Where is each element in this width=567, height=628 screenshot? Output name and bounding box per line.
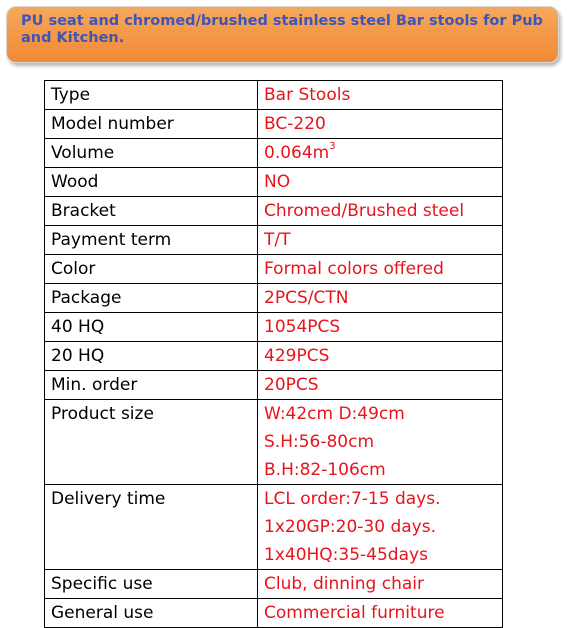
spec-value-bracket: Chromed/Brushed steel xyxy=(258,197,503,226)
product-size-line: W:42cm D:49cm xyxy=(264,404,405,424)
table-row xyxy=(45,110,503,139)
table-row xyxy=(45,485,503,570)
spec-label-product-size: Product size xyxy=(45,400,258,485)
table-row xyxy=(45,342,503,371)
table-row xyxy=(45,139,503,168)
banner-title: PU seat and chromed/brushed stainless steel Bar stools for Pub and Kitchen. xyxy=(21,13,543,46)
table-row xyxy=(45,226,503,255)
spec-value-delivery-time xyxy=(258,485,503,570)
spec-value-payment-term: T/T xyxy=(258,226,503,255)
spec-value-volume xyxy=(258,139,503,168)
table-row xyxy=(45,81,503,110)
product-banner xyxy=(6,6,559,63)
delivery-time-line: 1x40HQ:35-45days xyxy=(264,545,428,565)
spec-label-wood: Wood xyxy=(45,168,258,197)
table-row xyxy=(45,255,503,284)
table-row xyxy=(45,371,503,400)
spec-table xyxy=(44,80,503,628)
table-row xyxy=(45,599,503,628)
spec-label-model-number: Model number xyxy=(45,110,258,139)
spec-label-volume: Volume xyxy=(45,139,258,168)
delivery-time-line: 1x20GP:20-30 days. xyxy=(264,517,436,537)
spec-value-min-order: 20PCS xyxy=(258,371,503,400)
table-row xyxy=(45,197,503,226)
spec-value-general-use: Commercial furniture xyxy=(258,599,503,628)
spec-label-delivery-time: Delivery time xyxy=(45,485,258,570)
spec-label-40hq: 40 HQ xyxy=(45,313,258,342)
spec-label-color: Color xyxy=(45,255,258,284)
spec-label-min-order: Min. order xyxy=(45,371,258,400)
spec-value-product-size xyxy=(258,400,503,485)
spec-value-package: 2PCS/CTN xyxy=(258,284,503,313)
spec-label-general-use: General use xyxy=(45,599,258,628)
delivery-time-line: LCL order:7-15 days. xyxy=(264,489,441,509)
table-row xyxy=(45,284,503,313)
table-row xyxy=(45,400,503,485)
volume-number: 0.064m xyxy=(264,143,330,163)
spec-value-type: Bar Stools xyxy=(258,81,503,110)
spec-label-20hq: 20 HQ xyxy=(45,342,258,371)
spec-label-payment-term: Payment term xyxy=(45,226,258,255)
spec-value-40hq: 1054PCS xyxy=(258,313,503,342)
spec-value-wood: NO xyxy=(258,168,503,197)
spec-label-bracket: Bracket xyxy=(45,197,258,226)
table-row xyxy=(45,168,503,197)
spec-label-package: Package xyxy=(45,284,258,313)
product-size-line: S.H:56-80cm xyxy=(264,432,375,452)
spec-value-20hq: 429PCS xyxy=(258,342,503,371)
spec-value-model-number: BC-220 xyxy=(258,110,503,139)
spec-label-type: Type xyxy=(45,81,258,110)
volume-unit-superscript: 3 xyxy=(329,141,336,152)
spec-label-specific-use: Specific use xyxy=(45,570,258,599)
product-size-line: B.H:82-106cm xyxy=(264,460,386,480)
spec-value-color: Formal colors offered xyxy=(258,255,503,284)
table-row xyxy=(45,570,503,599)
table-row xyxy=(45,313,503,342)
spec-value-specific-use: Club, dinning chair xyxy=(258,570,503,599)
